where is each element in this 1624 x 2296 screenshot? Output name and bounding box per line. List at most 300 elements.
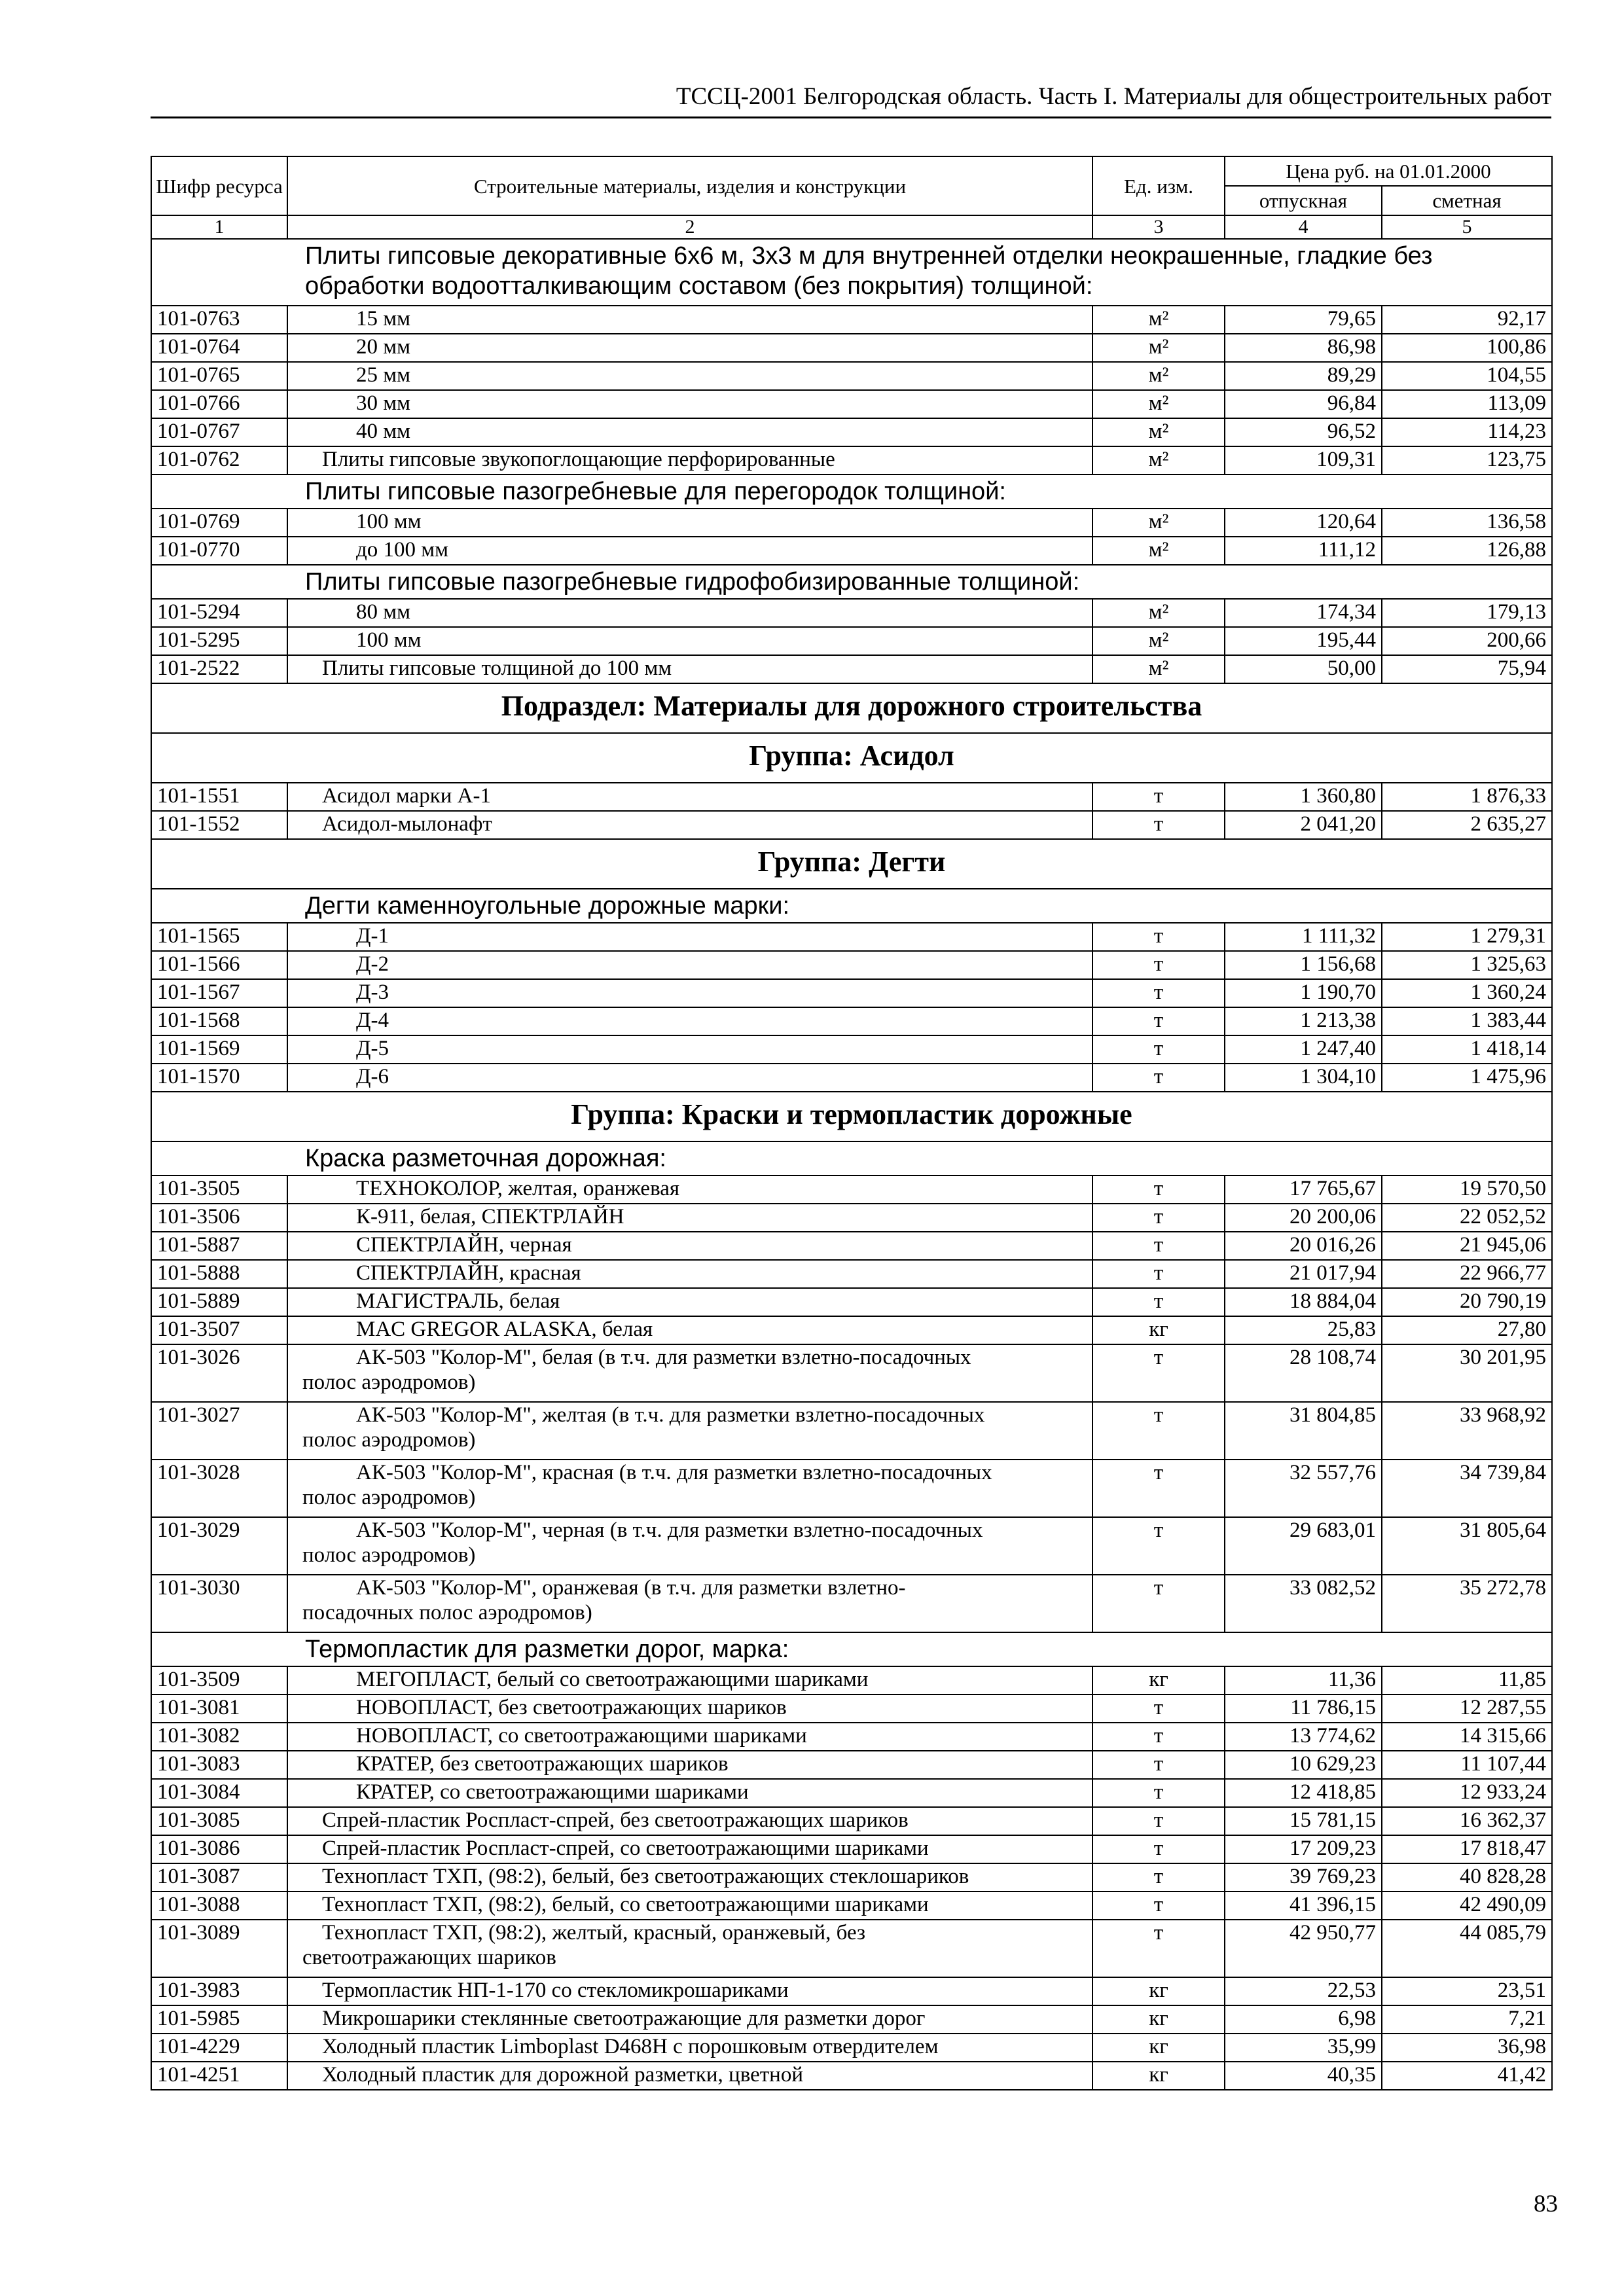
material-name-text: ТЕХНОКОЛОР, желтая, оранжевая — [356, 1177, 680, 1200]
release-price: 50,00 — [1225, 655, 1382, 683]
unit-of-measure: т — [1092, 1460, 1225, 1517]
material-name — [287, 1666, 1092, 1695]
table-row — [151, 951, 1552, 979]
table-row — [151, 783, 1552, 811]
table-row — [151, 1779, 1552, 1807]
col-header-unit: Ед. изм. — [1092, 156, 1225, 215]
section-heading-row — [151, 239, 1552, 306]
resource-code: 101-5889 — [151, 1288, 287, 1316]
table-row — [151, 1175, 1552, 1204]
table-row — [151, 1260, 1552, 1288]
unit-of-measure: м² — [1092, 390, 1225, 418]
material-name-text: 25 мм — [356, 363, 411, 387]
material-name-text: К-911, белая, СПЕКТРЛАЙН — [356, 1205, 624, 1229]
material-name — [287, 1344, 1092, 1402]
material-name-text: Спрей-пластик Роспласт-спрей, без светоотражающих шариков — [322, 1808, 909, 1832]
material-name-text: АК-503 "Колор-М", белая (в т.ч. для разметки взлетно-посадочных — [356, 1346, 971, 1369]
resource-code: 101-3509 — [151, 1666, 287, 1695]
material-name — [287, 1260, 1092, 1288]
material-name — [287, 1175, 1092, 1204]
col-header-price: Цена руб. на 01.01.2000 — [1225, 156, 1552, 186]
material-name-text: до 100 мм — [356, 538, 449, 562]
resource-code: 101-3085 — [151, 1807, 287, 1835]
unit-of-measure: м² — [1092, 362, 1225, 390]
resource-code: 101-1551 — [151, 783, 287, 811]
section-heading-row — [151, 475, 1552, 509]
resource-code: 101-3028 — [151, 1460, 287, 1517]
col-header-code: Шифр ресурса — [151, 156, 287, 215]
unit-of-measure: т — [1092, 1723, 1225, 1751]
material-name-text: Холодный пластик для дорожной разметки, цветной — [322, 2063, 803, 2087]
material-name-text: 15 мм — [356, 307, 411, 331]
unit-of-measure: т — [1092, 1344, 1225, 1402]
unit-of-measure: м² — [1092, 306, 1225, 334]
material-name-text: Д-6 — [356, 1065, 389, 1088]
material-name-text: Технопласт ТХП, (98:2), белый, со светоотражающими шариками — [322, 1893, 929, 1916]
unit-of-measure: т — [1092, 811, 1225, 839]
group-heading: Подраздел: Материалы для дорожного строительства — [151, 683, 1552, 733]
release-price: 1 304,10 — [1225, 1064, 1382, 1092]
table-row — [151, 1807, 1552, 1835]
material-name — [287, 1977, 1092, 2005]
material-name — [287, 1007, 1092, 1035]
material-name-text: 30 мм — [356, 391, 411, 415]
material-name — [287, 446, 1092, 475]
group-heading: Группа: Асидол — [151, 733, 1552, 783]
running-header: ТССЦ-2001 Белгородская область. Часть I. Материалы для общестроительных работ — [676, 83, 1551, 110]
table-row — [151, 1204, 1552, 1232]
estimate-price: 179,13 — [1382, 599, 1552, 627]
release-price: 1 360,80 — [1225, 783, 1382, 811]
unit-of-measure: т — [1092, 1892, 1225, 1920]
material-name-text: Технопласт ТХП, (98:2), желтый, красный, оранжевый, без — [322, 1921, 866, 1945]
group-heading-row — [151, 733, 1552, 783]
section-heading — [151, 475, 1552, 509]
section-heading — [151, 1141, 1552, 1175]
estimate-price: 1 418,14 — [1382, 1035, 1552, 1064]
unit-of-measure: т — [1092, 1695, 1225, 1723]
material-name-continuation: полос аэродромов) — [302, 1428, 476, 1452]
release-price: 109,31 — [1225, 446, 1382, 475]
unit-of-measure: т — [1092, 1807, 1225, 1835]
release-price: 31 804,85 — [1225, 1402, 1382, 1460]
material-name — [287, 783, 1092, 811]
resource-code: 101-3087 — [151, 1863, 287, 1892]
release-price: 35,99 — [1225, 2034, 1382, 2062]
section-heading-text: Плиты гипсовые пазогребневые гидрофобизированные толщиной: — [305, 568, 1080, 596]
resource-code: 101-3027 — [151, 1402, 287, 1460]
estimate-price: 21 945,06 — [1382, 1232, 1552, 1260]
estimate-price: 104,55 — [1382, 362, 1552, 390]
material-name — [287, 306, 1092, 334]
col-number: 5 — [1382, 215, 1552, 239]
material-name-text: 40 мм — [356, 420, 411, 443]
release-price: 20 200,06 — [1225, 1204, 1382, 1232]
material-name-text: Плиты гипсовые звукопоглощающие перфорированные — [322, 448, 835, 471]
resource-code: 101-3026 — [151, 1344, 287, 1402]
group-heading-row — [151, 683, 1552, 733]
estimate-price: 30 201,95 — [1382, 1344, 1552, 1402]
col-header-name: Строительные материалы, изделия и конструкции — [287, 156, 1092, 215]
estimate-price: 27,80 — [1382, 1316, 1552, 1344]
material-name — [287, 979, 1092, 1007]
table-row — [151, 1751, 1552, 1779]
resource-code: 101-3506 — [151, 1204, 287, 1232]
release-price: 40,35 — [1225, 2062, 1382, 2090]
release-price: 86,98 — [1225, 334, 1382, 362]
material-name-continuation: полос аэродромов) — [302, 1371, 476, 1394]
section-heading — [151, 239, 1552, 306]
section-heading-text: Дегти каменноугольные дорожные марки: — [305, 892, 790, 920]
unit-of-measure: т — [1092, 1920, 1225, 1977]
table-row — [151, 1064, 1552, 1092]
estimate-price: 1 475,96 — [1382, 1064, 1552, 1092]
resource-code: 101-1552 — [151, 811, 287, 839]
resource-code: 101-1568 — [151, 1007, 287, 1035]
table-row — [151, 390, 1552, 418]
release-price: 41 396,15 — [1225, 1892, 1382, 1920]
material-name-text: Плиты гипсовые толщиной до 100 мм — [322, 656, 672, 680]
material-name-text: Спрей-пластик Роспласт-спрей, со светоотражающими шариками — [322, 1837, 929, 1860]
estimate-price: 19 570,50 — [1382, 1175, 1552, 1204]
table-row — [151, 1892, 1552, 1920]
material-name — [287, 627, 1092, 655]
material-name — [287, 1064, 1092, 1092]
resource-code: 101-0764 — [151, 334, 287, 362]
resource-code: 101-0762 — [151, 446, 287, 475]
unit-of-measure: т — [1092, 1175, 1225, 1204]
estimate-price: 35 272,78 — [1382, 1575, 1552, 1632]
unit-of-measure: м² — [1092, 418, 1225, 446]
release-price: 11 786,15 — [1225, 1695, 1382, 1723]
release-price: 96,84 — [1225, 390, 1382, 418]
estimate-price: 31 805,64 — [1382, 1517, 1552, 1575]
unit-of-measure: кг — [1092, 2062, 1225, 2090]
unit-of-measure: кг — [1092, 1316, 1225, 1344]
table-row — [151, 1344, 1552, 1402]
resource-code: 101-3507 — [151, 1316, 287, 1344]
material-name-text: MAC GREGOR ALASKA, белая — [356, 1318, 653, 1341]
unit-of-measure: т — [1092, 1402, 1225, 1460]
material-name — [287, 1835, 1092, 1863]
release-price: 42 950,77 — [1225, 1920, 1382, 1977]
release-price: 22,53 — [1225, 1977, 1382, 2005]
table-row — [151, 1575, 1552, 1632]
material-name-text: Технопласт ТХП, (98:2), белый, без светоотражающих стеклошариков — [322, 1865, 969, 1888]
material-name-text: Термопластик НП-1-170 со стекломикрошариками — [322, 1979, 789, 2002]
material-name — [287, 2062, 1092, 2090]
table-row — [151, 1666, 1552, 1695]
resource-code: 101-3030 — [151, 1575, 287, 1632]
release-price: 2 041,20 — [1225, 811, 1382, 839]
table-row — [151, 446, 1552, 475]
material-name-text: СПЕКТРЛАЙН, черная — [356, 1233, 572, 1257]
material-name-text: КРАТЕР, со светоотражающими шариками — [356, 1780, 749, 1804]
material-name-text: 100 мм — [356, 628, 422, 652]
unit-of-measure: кг — [1092, 2034, 1225, 2062]
estimate-price: 22 966,77 — [1382, 1260, 1552, 1288]
material-name-text: 100 мм — [356, 510, 422, 533]
table-row — [151, 811, 1552, 839]
release-price: 96,52 — [1225, 418, 1382, 446]
table-row — [151, 1402, 1552, 1460]
release-price: 32 557,76 — [1225, 1460, 1382, 1517]
resource-code: 101-3086 — [151, 1835, 287, 1863]
material-name — [287, 599, 1092, 627]
section-heading-row — [151, 1141, 1552, 1175]
estimate-price: 23,51 — [1382, 1977, 1552, 2005]
resource-code: 101-5887 — [151, 1232, 287, 1260]
unit-of-measure: т — [1092, 1204, 1225, 1232]
estimate-price: 200,66 — [1382, 627, 1552, 655]
estimate-price: 41,42 — [1382, 2062, 1552, 2090]
unit-of-measure: т — [1092, 1575, 1225, 1632]
estimate-price: 2 635,27 — [1382, 811, 1552, 839]
release-price: 17 765,67 — [1225, 1175, 1382, 1204]
table-row — [151, 655, 1552, 683]
unit-of-measure: т — [1092, 1260, 1225, 1288]
material-name-text: АК-503 "Колор-М", желтая (в т.ч. для разметки взлетно-посадочных — [356, 1403, 985, 1427]
col-number: 4 — [1225, 215, 1382, 239]
material-name-text: МАГИСТРАЛЬ, белая — [356, 1289, 560, 1313]
estimate-price: 75,94 — [1382, 655, 1552, 683]
material-name — [287, 1288, 1092, 1316]
release-price: 29 683,01 — [1225, 1517, 1382, 1575]
estimate-price: 114,23 — [1382, 418, 1552, 446]
estimate-price: 100,86 — [1382, 334, 1552, 362]
material-name — [287, 1402, 1092, 1460]
table-row — [151, 1007, 1552, 1035]
release-price: 6,98 — [1225, 2005, 1382, 2034]
col-number: 3 — [1092, 215, 1225, 239]
estimate-price: 14 315,66 — [1382, 1723, 1552, 1751]
resource-code: 101-0765 — [151, 362, 287, 390]
material-name — [287, 509, 1092, 537]
material-name — [287, 362, 1092, 390]
estimate-price: 1 360,24 — [1382, 979, 1552, 1007]
estimate-price: 1 279,31 — [1382, 923, 1552, 951]
unit-of-measure: т — [1092, 783, 1225, 811]
release-price: 39 769,23 — [1225, 1863, 1382, 1892]
resource-code: 101-3088 — [151, 1892, 287, 1920]
table-row — [151, 334, 1552, 362]
unit-of-measure: т — [1092, 1288, 1225, 1316]
material-name-text: МЕГОПЛАСТ, белый со светоотражающими шариками — [356, 1668, 869, 1691]
table-row — [151, 979, 1552, 1007]
release-price: 13 774,62 — [1225, 1723, 1382, 1751]
release-price: 195,44 — [1225, 627, 1382, 655]
table-row — [151, 599, 1552, 627]
material-name-text: Асидол марки А-1 — [322, 784, 491, 808]
table-row — [151, 1288, 1552, 1316]
table-row — [151, 509, 1552, 537]
material-name-continuation: светоотражающих шариков — [302, 1946, 556, 1969]
unit-of-measure: т — [1092, 1007, 1225, 1035]
material-name — [287, 1723, 1092, 1751]
estimate-price: 20 790,19 — [1382, 1288, 1552, 1316]
table-row — [151, 537, 1552, 565]
resource-code: 101-4251 — [151, 2062, 287, 2090]
table-row — [151, 627, 1552, 655]
estimate-price: 1 325,63 — [1382, 951, 1552, 979]
release-price: 21 017,94 — [1225, 1260, 1382, 1288]
unit-of-measure: т — [1092, 1863, 1225, 1892]
estimate-price: 123,75 — [1382, 446, 1552, 475]
unit-of-measure: м² — [1092, 334, 1225, 362]
material-name-text: Д-3 — [356, 980, 389, 1004]
release-price: 20 016,26 — [1225, 1232, 1382, 1260]
resource-code: 101-0770 — [151, 537, 287, 565]
column-number-row — [151, 215, 1552, 239]
unit-of-measure: м² — [1092, 509, 1225, 537]
unit-of-measure: м² — [1092, 655, 1225, 683]
estimate-price: 92,17 — [1382, 306, 1552, 334]
resource-code: 101-3084 — [151, 1779, 287, 1807]
unit-of-measure: т — [1092, 951, 1225, 979]
estimate-price: 22 052,52 — [1382, 1204, 1552, 1232]
unit-of-measure: м² — [1092, 627, 1225, 655]
section-heading — [151, 565, 1552, 599]
release-price: 1 111,32 — [1225, 923, 1382, 951]
material-name — [287, 811, 1092, 839]
material-name-text: Д-4 — [356, 1009, 389, 1032]
table-header-row — [151, 156, 1552, 186]
release-price: 12 418,85 — [1225, 1779, 1382, 1807]
resource-code: 101-4229 — [151, 2034, 287, 2062]
resource-code: 101-3983 — [151, 1977, 287, 2005]
resource-code: 101-1566 — [151, 951, 287, 979]
release-price: 10 629,23 — [1225, 1751, 1382, 1779]
material-name — [287, 537, 1092, 565]
unit-of-measure: т — [1092, 1517, 1225, 1575]
estimate-price: 1 383,44 — [1382, 1007, 1552, 1035]
table-row — [151, 923, 1552, 951]
release-price: 1 190,70 — [1225, 979, 1382, 1007]
material-name-continuation: полос аэродромов) — [302, 1486, 476, 1509]
material-name-text: НОВОПЛАСТ, со светоотражающими шариками — [356, 1724, 807, 1748]
material-name — [287, 1575, 1092, 1632]
section-heading — [151, 889, 1552, 923]
material-name — [287, 1920, 1092, 1977]
col-header-release-price: отпускная — [1225, 186, 1382, 215]
estimate-price: 126,88 — [1382, 537, 1552, 565]
release-price: 120,64 — [1225, 509, 1382, 537]
group-heading-row — [151, 1092, 1552, 1141]
table-row — [151, 1232, 1552, 1260]
release-price: 89,29 — [1225, 362, 1382, 390]
table-row — [151, 306, 1552, 334]
table-row — [151, 2034, 1552, 2062]
table-row — [151, 1920, 1552, 1977]
estimate-price: 33 968,92 — [1382, 1402, 1552, 1460]
release-price: 28 108,74 — [1225, 1344, 1382, 1402]
material-name — [287, 1232, 1092, 1260]
material-name — [287, 1807, 1092, 1835]
release-price: 17 209,23 — [1225, 1835, 1382, 1863]
material-name-text: Асидол-мылонафт — [322, 812, 492, 836]
material-name — [287, 655, 1092, 683]
col-number: 1 — [151, 215, 287, 239]
estimate-price: 40 828,28 — [1382, 1863, 1552, 1892]
section-heading-text: Термопластик для разметки дорог, марка: — [305, 1636, 789, 1663]
unit-of-measure: т — [1092, 1064, 1225, 1092]
table-row — [151, 1035, 1552, 1064]
material-name-text: НОВОПЛАСТ, без светоотражающих шариков — [356, 1696, 787, 1719]
material-name — [287, 1316, 1092, 1344]
estimate-price: 16 362,37 — [1382, 1807, 1552, 1835]
section-heading — [151, 1632, 1552, 1666]
release-price: 18 884,04 — [1225, 1288, 1382, 1316]
material-name — [287, 2005, 1092, 2034]
material-name-text: СПЕКТРЛАЙН, красная — [356, 1261, 581, 1285]
material-name — [287, 334, 1092, 362]
estimate-price: 44 085,79 — [1382, 1920, 1552, 1977]
unit-of-measure: кг — [1092, 2005, 1225, 2034]
table-row — [151, 418, 1552, 446]
estimate-price: 11,85 — [1382, 1666, 1552, 1695]
unit-of-measure: т — [1092, 923, 1225, 951]
resource-code: 101-5295 — [151, 627, 287, 655]
table-row — [151, 1977, 1552, 2005]
estimate-price: 11 107,44 — [1382, 1751, 1552, 1779]
material-name — [287, 1779, 1092, 1807]
release-price: 25,83 — [1225, 1316, 1382, 1344]
resource-code: 101-5888 — [151, 1260, 287, 1288]
estimate-price: 42 490,09 — [1382, 1892, 1552, 1920]
resource-code: 101-3505 — [151, 1175, 287, 1204]
resource-code: 101-3089 — [151, 1920, 287, 1977]
release-price: 111,12 — [1225, 537, 1382, 565]
table-row — [151, 362, 1552, 390]
material-name-text: Холодный пластик Limboplast D468H с порошковым отвердителем — [322, 2035, 939, 2058]
page-number: 83 — [1534, 2191, 1558, 2217]
table-row — [151, 2062, 1552, 2090]
resource-code: 101-0767 — [151, 418, 287, 446]
estimate-price: 136,58 — [1382, 509, 1552, 537]
section-heading-text: Плиты гипсовые пазогребневые для перегородок толщиной: — [305, 478, 1006, 505]
resource-code: 101-1565 — [151, 923, 287, 951]
unit-of-measure: кг — [1092, 1977, 1225, 2005]
table-row — [151, 1695, 1552, 1723]
resource-code: 101-0763 — [151, 306, 287, 334]
material-name-text: КРАТЕР, без светоотражающих шариков — [356, 1752, 729, 1776]
material-name — [287, 418, 1092, 446]
price-table — [151, 156, 1553, 2090]
resource-code: 101-1570 — [151, 1064, 287, 1092]
unit-of-measure: м² — [1092, 446, 1225, 475]
resource-code: 101-3083 — [151, 1751, 287, 1779]
resource-code: 101-1567 — [151, 979, 287, 1007]
estimate-price: 36,98 — [1382, 2034, 1552, 2062]
group-heading: Группа: Краски и термопластик дорожные — [151, 1092, 1552, 1141]
unit-of-measure: т — [1092, 1232, 1225, 1260]
estimate-price: 113,09 — [1382, 390, 1552, 418]
unit-of-measure: т — [1092, 1035, 1225, 1064]
estimate-price: 34 739,84 — [1382, 1460, 1552, 1517]
material-name-text: Д-2 — [356, 952, 389, 976]
release-price: 11,36 — [1225, 1666, 1382, 1695]
release-price: 33 082,52 — [1225, 1575, 1382, 1632]
section-heading-row — [151, 1632, 1552, 1666]
table-row — [151, 1863, 1552, 1892]
release-price: 1 156,68 — [1225, 951, 1382, 979]
material-name-continuation: посадочных полос аэродромов) — [302, 1601, 592, 1624]
release-price: 1 247,40 — [1225, 1035, 1382, 1064]
group-heading: Группа: Дегти — [151, 839, 1552, 889]
col-number: 2 — [287, 215, 1092, 239]
material-name — [287, 1695, 1092, 1723]
material-name — [287, 1892, 1092, 1920]
